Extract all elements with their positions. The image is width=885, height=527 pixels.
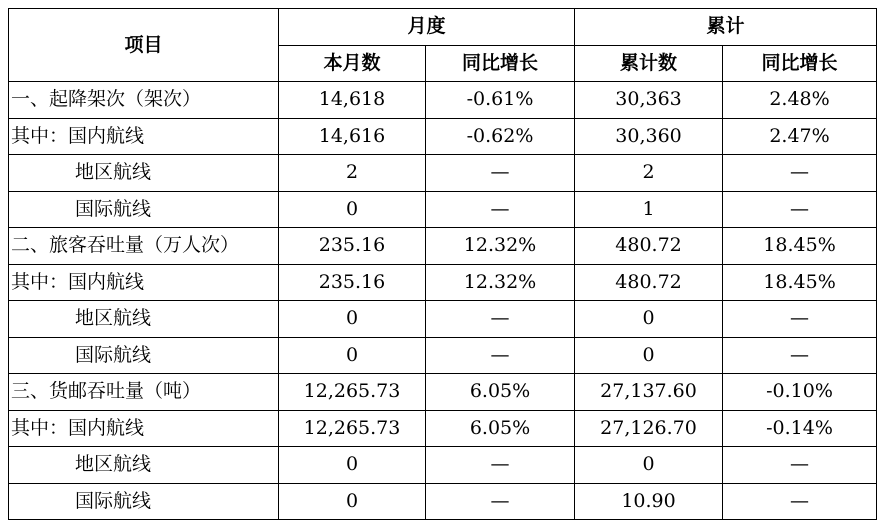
- table-row: [9, 374, 877, 411]
- cum-count-cell: 0: [575, 337, 723, 374]
- month-count-cell: 12,265.73: [279, 374, 426, 411]
- cum-count-cell: 1: [575, 191, 723, 228]
- cum-yoy-cell: 2.47%: [723, 118, 877, 155]
- table-row: [9, 155, 877, 192]
- month-count-cell: 12,265.73: [279, 410, 426, 447]
- table-row: [9, 410, 877, 447]
- table-row: [9, 301, 877, 338]
- cum-yoy-cell: —: [723, 155, 877, 192]
- cum-yoy-cell: 2.48%: [723, 82, 877, 119]
- row-label: 地区航线: [9, 301, 279, 338]
- row-label: 国际航线: [9, 483, 279, 520]
- row-label: 国际航线: [9, 191, 279, 228]
- row-label: 其中：国内航线: [9, 410, 279, 447]
- month-count-cell: 0: [279, 483, 426, 520]
- header-monthly: 月度: [279, 9, 575, 46]
- row-label: 三、货邮吞吐量（吨）: [9, 374, 279, 411]
- month-count-cell: 0: [279, 447, 426, 484]
- row-label: 其中：国内航线: [9, 264, 279, 301]
- cum-count-cell: 10.90: [575, 483, 723, 520]
- cum-count-cell: 30,360: [575, 118, 723, 155]
- month-yoy-cell: -0.61%: [426, 82, 575, 119]
- month-yoy-cell: —: [426, 447, 575, 484]
- row-label: 其中：国内航线: [9, 118, 279, 155]
- cum-yoy-cell: 18.45%: [723, 264, 877, 301]
- cum-count-cell: 0: [575, 301, 723, 338]
- cum-count-cell: 27,126.70: [575, 410, 723, 447]
- cum-yoy-cell: —: [723, 301, 877, 338]
- cum-count-cell: 480.72: [575, 228, 723, 265]
- table-row: [9, 228, 877, 265]
- table-row: [9, 483, 877, 520]
- month-yoy-cell: —: [426, 301, 575, 338]
- row-label: 国际航线: [9, 337, 279, 374]
- cum-count-cell: 27,137.60: [575, 374, 723, 411]
- month-yoy-cell: —: [426, 191, 575, 228]
- cum-yoy-cell: 18.45%: [723, 228, 877, 265]
- header-cum-yoy: 同比增长: [723, 45, 877, 82]
- cum-count-cell: 480.72: [575, 264, 723, 301]
- month-count-cell: 2: [279, 155, 426, 192]
- header-cum-count: 累计数: [575, 45, 723, 82]
- header-month-yoy: 同比增长: [426, 45, 575, 82]
- table-row: [9, 337, 877, 374]
- header-month-count: 本月数: [279, 45, 426, 82]
- month-count-cell: 0: [279, 301, 426, 338]
- month-count-cell: 14,618: [279, 82, 426, 119]
- row-label: 二、旅客吞吐量（万人次）: [9, 228, 279, 265]
- row-label: 一、起降架次（架次）: [9, 82, 279, 119]
- month-count-cell: 0: [279, 337, 426, 374]
- month-count-cell: 0: [279, 191, 426, 228]
- cum-yoy-cell: —: [723, 337, 877, 374]
- month-yoy-cell: -0.62%: [426, 118, 575, 155]
- cum-count-cell: 0: [575, 447, 723, 484]
- month-yoy-cell: 6.05%: [426, 374, 575, 411]
- month-yoy-cell: 12.32%: [426, 264, 575, 301]
- cum-count-cell: 30,363: [575, 82, 723, 119]
- cum-yoy-cell: -0.14%: [723, 410, 877, 447]
- cum-count-cell: 2: [575, 155, 723, 192]
- row-label: 地区航线: [9, 155, 279, 192]
- table-row: [9, 447, 877, 484]
- month-count-cell: 14,616: [279, 118, 426, 155]
- cum-yoy-cell: —: [723, 483, 877, 520]
- table-row: [9, 264, 877, 301]
- month-yoy-cell: —: [426, 155, 575, 192]
- table-row: [9, 191, 877, 228]
- header-cumulative: 累计: [575, 9, 877, 46]
- table-row: [9, 118, 877, 155]
- cum-yoy-cell: -0.10%: [723, 374, 877, 411]
- statistics-table: [8, 8, 877, 520]
- month-yoy-cell: 12.32%: [426, 228, 575, 265]
- header-item: 项目: [9, 9, 279, 82]
- month-yoy-cell: —: [426, 483, 575, 520]
- month-count-cell: 235.16: [279, 228, 426, 265]
- month-yoy-cell: 6.05%: [426, 410, 575, 447]
- month-count-cell: 235.16: [279, 264, 426, 301]
- month-yoy-cell: —: [426, 337, 575, 374]
- cum-yoy-cell: —: [723, 191, 877, 228]
- cum-yoy-cell: —: [723, 447, 877, 484]
- row-label: 地区航线: [9, 447, 279, 484]
- table-row: [9, 82, 877, 119]
